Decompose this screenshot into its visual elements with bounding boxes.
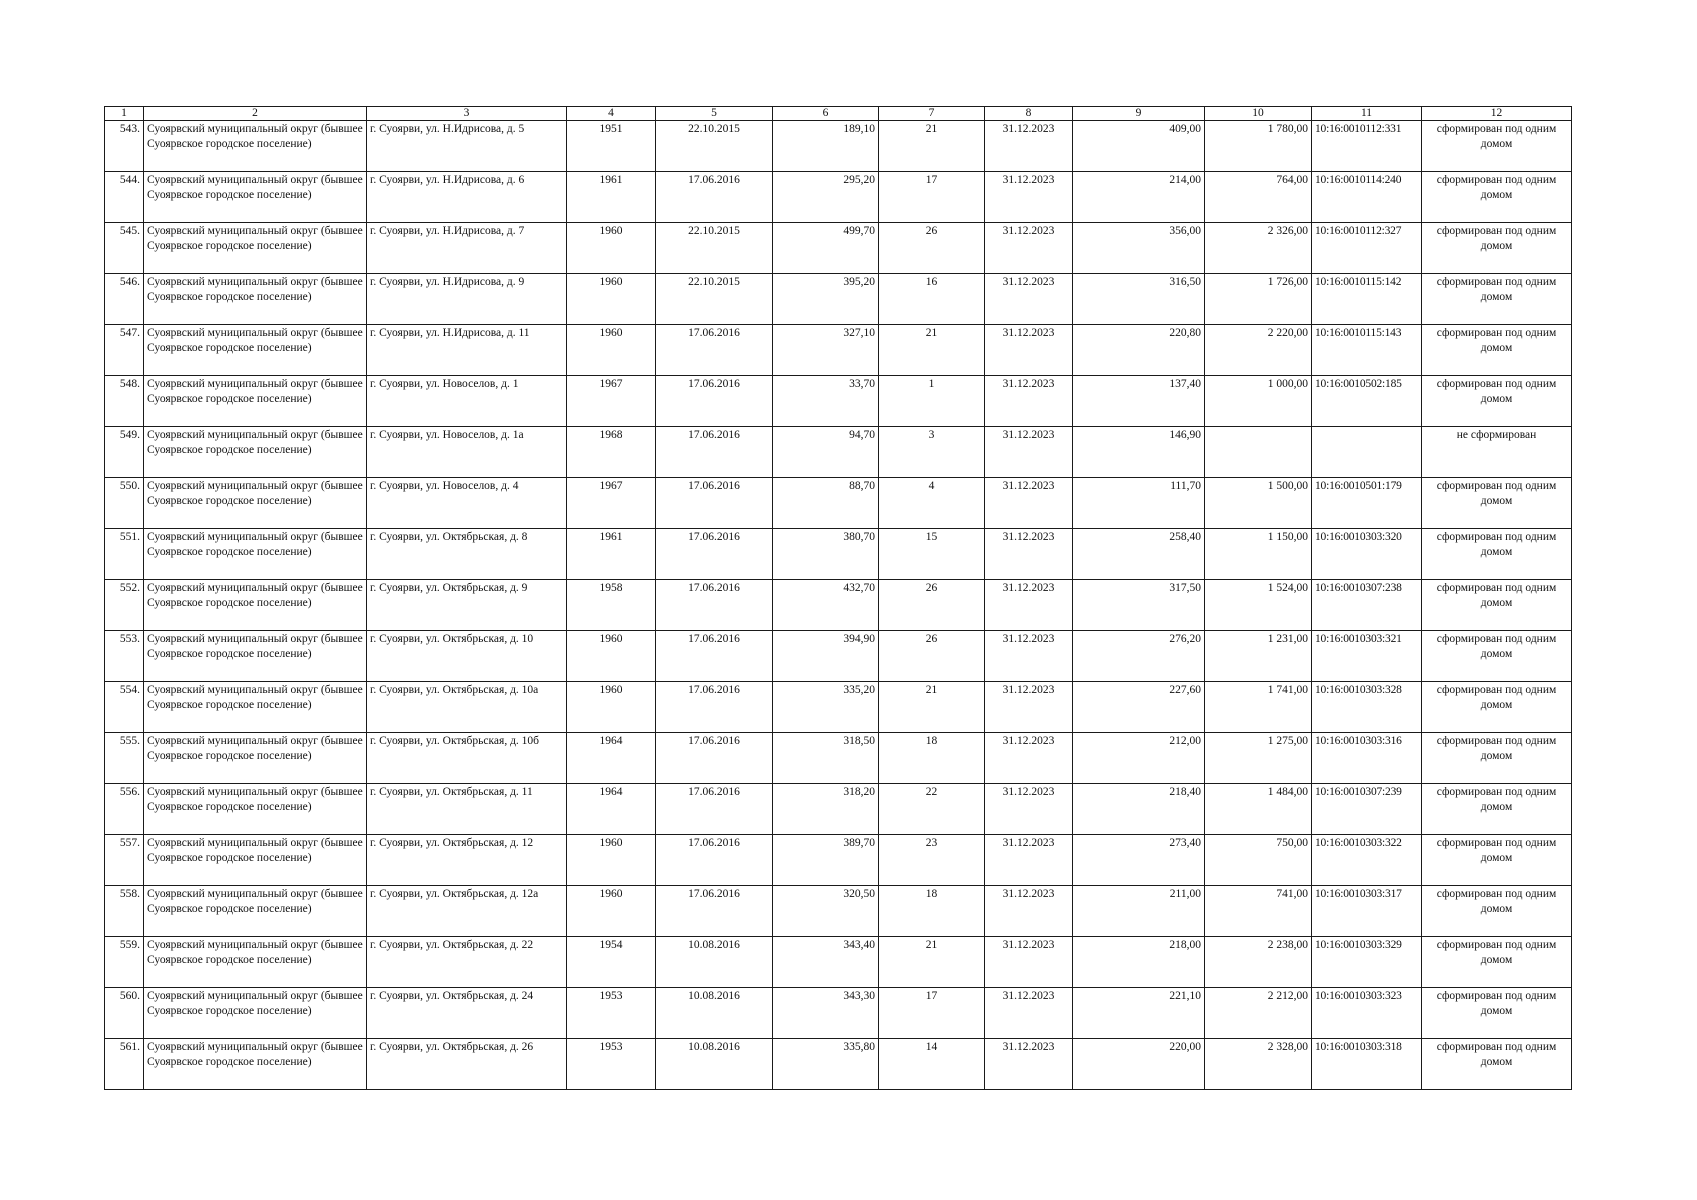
value10-cell: 741,00 <box>1205 886 1312 937</box>
date2-cell: 31.12.2023 <box>985 1039 1073 1090</box>
municipality-cell: Суоярвский муниципальный округ (бывшее Суоярвское городское поселение) <box>144 427 367 478</box>
address-cell: г. Суоярви, ул. Октябрьская, д. 26 <box>367 1039 567 1090</box>
area-cell: 295,20 <box>773 172 879 223</box>
municipality-cell: Суоярвский муниципальный округ (бывшее Суоярвское городское поселение) <box>144 478 367 529</box>
municipality-cell: Суоярвский муниципальный округ (бывшее Суоярвское городское поселение) <box>144 784 367 835</box>
year-cell: 1967 <box>567 478 656 529</box>
municipality-cell: Суоярвский муниципальный округ (бывшее Суоярвское городское поселение) <box>144 1039 367 1090</box>
date-cell: 17.06.2016 <box>656 835 773 886</box>
table-row <box>105 376 1572 427</box>
count-cell: 4 <box>879 478 985 529</box>
table-body <box>105 121 1572 1090</box>
column-header: 8 <box>985 107 1073 121</box>
row-number: 543. <box>105 121 144 172</box>
status-cell: сформирован под одним домом <box>1422 784 1572 835</box>
cadastral-cell: 10:16:0010303:318 <box>1312 1039 1422 1090</box>
value10-cell: 2 326,00 <box>1205 223 1312 274</box>
table-row <box>105 1039 1572 1090</box>
municipality-cell: Суоярвский муниципальный округ (бывшее Суоярвское городское поселение) <box>144 733 367 784</box>
cadastral-cell: 10:16:0010303:320 <box>1312 529 1422 580</box>
area-cell: 394,90 <box>773 631 879 682</box>
date-cell: 17.06.2016 <box>656 172 773 223</box>
address-cell: г. Суоярви, ул. Н.Идрисова, д. 11 <box>367 325 567 376</box>
date-cell: 17.06.2016 <box>656 325 773 376</box>
address-cell: г. Суоярви, ул. Н.Идрисова, д. 5 <box>367 121 567 172</box>
row-number: 544. <box>105 172 144 223</box>
area-cell: 189,10 <box>773 121 879 172</box>
value9-cell: 212,00 <box>1073 733 1205 784</box>
value10-cell: 1 524,00 <box>1205 580 1312 631</box>
date2-cell: 31.12.2023 <box>985 478 1073 529</box>
address-cell: г. Суоярви, ул. Новоселов, д. 4 <box>367 478 567 529</box>
date-cell: 22.10.2015 <box>656 121 773 172</box>
address-cell: г. Суоярви, ул. Октябрьская, д. 12а <box>367 886 567 937</box>
year-cell: 1968 <box>567 427 656 478</box>
municipality-cell: Суоярвский муниципальный округ (бывшее Суоярвское городское поселение) <box>144 631 367 682</box>
year-cell: 1964 <box>567 733 656 784</box>
status-cell: сформирован под одним домом <box>1422 325 1572 376</box>
status-cell: сформирован под одним домом <box>1422 172 1572 223</box>
value10-cell: 1 484,00 <box>1205 784 1312 835</box>
cadastral-cell: 10:16:0010303:323 <box>1312 988 1422 1039</box>
cadastral-cell: 10:16:0010303:322 <box>1312 835 1422 886</box>
table-row <box>105 478 1572 529</box>
year-cell: 1964 <box>567 784 656 835</box>
year-cell: 1953 <box>567 1039 656 1090</box>
table-row <box>105 274 1572 325</box>
row-number: 553. <box>105 631 144 682</box>
area-cell: 94,70 <box>773 427 879 478</box>
column-header: 1 <box>105 107 144 121</box>
table-row <box>105 682 1572 733</box>
date2-cell: 31.12.2023 <box>985 274 1073 325</box>
year-cell: 1967 <box>567 376 656 427</box>
date2-cell: 31.12.2023 <box>985 376 1073 427</box>
date2-cell: 31.12.2023 <box>985 223 1073 274</box>
row-number: 552. <box>105 580 144 631</box>
table-row <box>105 988 1572 1039</box>
date2-cell: 31.12.2023 <box>985 325 1073 376</box>
area-cell: 88,70 <box>773 478 879 529</box>
date2-cell: 31.12.2023 <box>985 988 1073 1039</box>
value9-cell: 273,40 <box>1073 835 1205 886</box>
count-cell: 22 <box>879 784 985 835</box>
address-cell: г. Суоярви, ул. Октябрьская, д. 11 <box>367 784 567 835</box>
area-cell: 380,70 <box>773 529 879 580</box>
municipality-cell: Суоярвский муниципальный округ (бывшее Суоярвское городское поселение) <box>144 988 367 1039</box>
date2-cell: 31.12.2023 <box>985 886 1073 937</box>
date2-cell: 31.12.2023 <box>985 580 1073 631</box>
status-cell: сформирован под одним домом <box>1422 376 1572 427</box>
date2-cell: 31.12.2023 <box>985 172 1073 223</box>
address-cell: г. Суоярви, ул. Октябрьская, д. 12 <box>367 835 567 886</box>
table-row <box>105 784 1572 835</box>
table-row <box>105 529 1572 580</box>
date2-cell: 31.12.2023 <box>985 784 1073 835</box>
row-number: 559. <box>105 937 144 988</box>
cadastral-cell: 10:16:0010115:142 <box>1312 274 1422 325</box>
cadastral-cell: 10:16:0010303:316 <box>1312 733 1422 784</box>
municipality-cell: Суоярвский муниципальный округ (бывшее Суоярвское городское поселение) <box>144 274 367 325</box>
status-cell: не сформирован <box>1422 427 1572 478</box>
date2-cell: 31.12.2023 <box>985 733 1073 784</box>
date-cell: 10.08.2016 <box>656 1039 773 1090</box>
status-cell: сформирован под одним домом <box>1422 682 1572 733</box>
row-number: 550. <box>105 478 144 529</box>
status-cell: сформирован под одним домом <box>1422 580 1572 631</box>
row-number: 545. <box>105 223 144 274</box>
value10-cell: 750,00 <box>1205 835 1312 886</box>
count-cell: 15 <box>879 529 985 580</box>
table-row <box>105 172 1572 223</box>
cadastral-cell: 10:16:0010501:179 <box>1312 478 1422 529</box>
count-cell: 1 <box>879 376 985 427</box>
column-number-row <box>105 107 1572 121</box>
column-header: 6 <box>773 107 879 121</box>
area-cell: 395,20 <box>773 274 879 325</box>
status-cell: сформирован под одним домом <box>1422 223 1572 274</box>
cadastral-cell: 10:16:0010115:143 <box>1312 325 1422 376</box>
status-cell: сформирован под одним домом <box>1422 886 1572 937</box>
count-cell: 21 <box>879 121 985 172</box>
area-cell: 318,20 <box>773 784 879 835</box>
cadastral-cell: 10:16:0010502:185 <box>1312 376 1422 427</box>
year-cell: 1960 <box>567 835 656 886</box>
status-cell: сформирован под одним домом <box>1422 529 1572 580</box>
cadastral-cell <box>1312 427 1422 478</box>
count-cell: 17 <box>879 172 985 223</box>
municipality-cell: Суоярвский муниципальный округ (бывшее Суоярвское городское поселение) <box>144 682 367 733</box>
date-cell: 17.06.2016 <box>656 886 773 937</box>
municipality-cell: Суоярвский муниципальный округ (бывшее Суоярвское городское поселение) <box>144 325 367 376</box>
address-cell: г. Суоярви, ул. Новоселов, д. 1а <box>367 427 567 478</box>
row-number: 557. <box>105 835 144 886</box>
count-cell: 3 <box>879 427 985 478</box>
municipality-cell: Суоярвский муниципальный округ (бывшее Суоярвское городское поселение) <box>144 172 367 223</box>
status-cell: сформирован под одним домом <box>1422 937 1572 988</box>
cadastral-cell: 10:16:0010303:328 <box>1312 682 1422 733</box>
status-cell: сформирован под одним домом <box>1422 631 1572 682</box>
cadastral-cell: 10:16:0010307:238 <box>1312 580 1422 631</box>
year-cell: 1960 <box>567 631 656 682</box>
municipality-cell: Суоярвский муниципальный округ (бывшее Суоярвское городское поселение) <box>144 223 367 274</box>
municipality-cell: Суоярвский муниципальный округ (бывшее Суоярвское городское поселение) <box>144 886 367 937</box>
date2-cell: 31.12.2023 <box>985 631 1073 682</box>
row-number: 549. <box>105 427 144 478</box>
column-header: 12 <box>1422 107 1572 121</box>
value9-cell: 137,40 <box>1073 376 1205 427</box>
address-cell: г. Суоярви, ул. Новоселов, д. 1 <box>367 376 567 427</box>
value10-cell: 1 231,00 <box>1205 631 1312 682</box>
value10-cell: 1 500,00 <box>1205 478 1312 529</box>
year-cell: 1953 <box>567 988 656 1039</box>
value9-cell: 211,00 <box>1073 886 1205 937</box>
municipality-cell: Суоярвский муниципальный округ (бывшее Суоярвское городское поселение) <box>144 529 367 580</box>
value10-cell: 1 780,00 <box>1205 121 1312 172</box>
column-header: 7 <box>879 107 985 121</box>
row-number: 547. <box>105 325 144 376</box>
status-cell: сформирован под одним домом <box>1422 835 1572 886</box>
date2-cell: 31.12.2023 <box>985 682 1073 733</box>
address-cell: г. Суоярви, ул. Октябрьская, д. 8 <box>367 529 567 580</box>
value9-cell: 316,50 <box>1073 274 1205 325</box>
status-cell: сформирован под одним домом <box>1422 988 1572 1039</box>
value9-cell: 258,40 <box>1073 529 1205 580</box>
count-cell: 21 <box>879 325 985 376</box>
date-cell: 17.06.2016 <box>656 733 773 784</box>
count-cell: 26 <box>879 223 985 274</box>
date-cell: 10.08.2016 <box>656 937 773 988</box>
date-cell: 17.06.2016 <box>656 478 773 529</box>
table-row <box>105 223 1572 274</box>
municipality-cell: Суоярвский муниципальный округ (бывшее Суоярвское городское поселение) <box>144 937 367 988</box>
value9-cell: 227,60 <box>1073 682 1205 733</box>
count-cell: 18 <box>879 733 985 784</box>
table-row <box>105 886 1572 937</box>
municipality-cell: Суоярвский муниципальный округ (бывшее Суоярвское городское поселение) <box>144 580 367 631</box>
count-cell: 23 <box>879 835 985 886</box>
table-row <box>105 121 1572 172</box>
address-cell: г. Суоярви, ул. Октябрьская, д. 10б <box>367 733 567 784</box>
cadastral-cell: 10:16:0010112:327 <box>1312 223 1422 274</box>
count-cell: 21 <box>879 937 985 988</box>
date-cell: 17.06.2016 <box>656 376 773 427</box>
municipality-cell: Суоярвский муниципальный округ (бывшее Суоярвское городское поселение) <box>144 835 367 886</box>
row-number: 548. <box>105 376 144 427</box>
value10-cell: 2 328,00 <box>1205 1039 1312 1090</box>
year-cell: 1961 <box>567 172 656 223</box>
status-cell: сформирован под одним домом <box>1422 733 1572 784</box>
table-row <box>105 427 1572 478</box>
table-row <box>105 835 1572 886</box>
area-cell: 320,50 <box>773 886 879 937</box>
date-cell: 17.06.2016 <box>656 529 773 580</box>
column-header: 5 <box>656 107 773 121</box>
year-cell: 1954 <box>567 937 656 988</box>
municipality-cell: Суоярвский муниципальный округ (бывшее Суоярвское городское поселение) <box>144 121 367 172</box>
area-cell: 33,70 <box>773 376 879 427</box>
value10-cell: 1 000,00 <box>1205 376 1312 427</box>
status-cell: сформирован под одним домом <box>1422 1039 1572 1090</box>
count-cell: 17 <box>879 988 985 1039</box>
count-cell: 21 <box>879 682 985 733</box>
date-cell: 17.06.2016 <box>656 631 773 682</box>
year-cell: 1960 <box>567 325 656 376</box>
address-cell: г. Суоярви, ул. Н.Идрисова, д. 7 <box>367 223 567 274</box>
date2-cell: 31.12.2023 <box>985 121 1073 172</box>
area-cell: 335,20 <box>773 682 879 733</box>
status-cell: сформирован под одним домом <box>1422 121 1572 172</box>
count-cell: 14 <box>879 1039 985 1090</box>
year-cell: 1960 <box>567 886 656 937</box>
address-cell: г. Суоярви, ул. Октябрьская, д. 9 <box>367 580 567 631</box>
address-cell: г. Суоярви, ул. Н.Идрисова, д. 9 <box>367 274 567 325</box>
count-cell: 26 <box>879 631 985 682</box>
table-row <box>105 580 1572 631</box>
address-cell: г. Суоярви, ул. Октябрьская, д. 10 <box>367 631 567 682</box>
table-row <box>105 325 1572 376</box>
row-number: 560. <box>105 988 144 1039</box>
row-number: 556. <box>105 784 144 835</box>
date2-cell: 31.12.2023 <box>985 937 1073 988</box>
area-cell: 343,40 <box>773 937 879 988</box>
date-cell: 17.06.2016 <box>656 580 773 631</box>
area-cell: 335,80 <box>773 1039 879 1090</box>
value10-cell: 1 275,00 <box>1205 733 1312 784</box>
column-header: 11 <box>1312 107 1422 121</box>
address-cell: г. Суоярви, ул. Октябрьская, д. 22 <box>367 937 567 988</box>
column-header: 9 <box>1073 107 1205 121</box>
cadastral-cell: 10:16:0010112:331 <box>1312 121 1422 172</box>
value9-cell: 218,40 <box>1073 784 1205 835</box>
cadastral-cell: 10:16:0010307:239 <box>1312 784 1422 835</box>
year-cell: 1960 <box>567 274 656 325</box>
value10-cell: 1 741,00 <box>1205 682 1312 733</box>
value9-cell: 220,00 <box>1073 1039 1205 1090</box>
count-cell: 18 <box>879 886 985 937</box>
area-cell: 432,70 <box>773 580 879 631</box>
date2-cell: 31.12.2023 <box>985 835 1073 886</box>
value9-cell: 317,50 <box>1073 580 1205 631</box>
count-cell: 16 <box>879 274 985 325</box>
year-cell: 1960 <box>567 682 656 733</box>
cadastral-cell: 10:16:0010114:240 <box>1312 172 1422 223</box>
cadastral-cell: 10:16:0010303:317 <box>1312 886 1422 937</box>
year-cell: 1958 <box>567 580 656 631</box>
row-number: 554. <box>105 682 144 733</box>
row-number: 546. <box>105 274 144 325</box>
table-row <box>105 733 1572 784</box>
area-cell: 327,10 <box>773 325 879 376</box>
value9-cell: 409,00 <box>1073 121 1205 172</box>
value9-cell: 111,70 <box>1073 478 1205 529</box>
value10-cell: 764,00 <box>1205 172 1312 223</box>
table-row <box>105 937 1572 988</box>
value9-cell: 220,80 <box>1073 325 1205 376</box>
housing-register-table <box>104 106 1572 1090</box>
value10-cell: 2 212,00 <box>1205 988 1312 1039</box>
date-cell: 17.06.2016 <box>656 784 773 835</box>
value10-cell: 2 220,00 <box>1205 325 1312 376</box>
status-cell: сформирован под одним домом <box>1422 478 1572 529</box>
cadastral-cell: 10:16:0010303:329 <box>1312 937 1422 988</box>
row-number: 551. <box>105 529 144 580</box>
address-cell: г. Суоярви, ул. Н.Идрисова, д. 6 <box>367 172 567 223</box>
date2-cell: 31.12.2023 <box>985 529 1073 580</box>
address-cell: г. Суоярви, ул. Октябрьская, д. 24 <box>367 988 567 1039</box>
value9-cell: 356,00 <box>1073 223 1205 274</box>
status-cell: сформирован под одним домом <box>1422 274 1572 325</box>
column-header: 3 <box>367 107 567 121</box>
date-cell: 10.08.2016 <box>656 988 773 1039</box>
value9-cell: 218,00 <box>1073 937 1205 988</box>
value10-cell <box>1205 427 1312 478</box>
value9-cell: 276,20 <box>1073 631 1205 682</box>
area-cell: 499,70 <box>773 223 879 274</box>
year-cell: 1951 <box>567 121 656 172</box>
row-number: 561. <box>105 1039 144 1090</box>
value9-cell: 146,90 <box>1073 427 1205 478</box>
municipality-cell: Суоярвский муниципальный округ (бывшее Суоярвское городское поселение) <box>144 376 367 427</box>
year-cell: 1961 <box>567 529 656 580</box>
table-row <box>105 631 1572 682</box>
value10-cell: 1 150,00 <box>1205 529 1312 580</box>
address-cell: г. Суоярви, ул. Октябрьская, д. 10а <box>367 682 567 733</box>
year-cell: 1960 <box>567 223 656 274</box>
row-number: 558. <box>105 886 144 937</box>
area-cell: 318,50 <box>773 733 879 784</box>
value9-cell: 214,00 <box>1073 172 1205 223</box>
column-header: 4 <box>567 107 656 121</box>
date-cell: 22.10.2015 <box>656 223 773 274</box>
area-cell: 343,30 <box>773 988 879 1039</box>
value10-cell: 1 726,00 <box>1205 274 1312 325</box>
column-header: 2 <box>144 107 367 121</box>
date-cell: 17.06.2016 <box>656 682 773 733</box>
date-cell: 22.10.2015 <box>656 274 773 325</box>
area-cell: 389,70 <box>773 835 879 886</box>
row-number: 555. <box>105 733 144 784</box>
count-cell: 26 <box>879 580 985 631</box>
column-header: 10 <box>1205 107 1312 121</box>
value9-cell: 221,10 <box>1073 988 1205 1039</box>
cadastral-cell: 10:16:0010303:321 <box>1312 631 1422 682</box>
date2-cell: 31.12.2023 <box>985 427 1073 478</box>
date-cell: 17.06.2016 <box>656 427 773 478</box>
value10-cell: 2 238,00 <box>1205 937 1312 988</box>
